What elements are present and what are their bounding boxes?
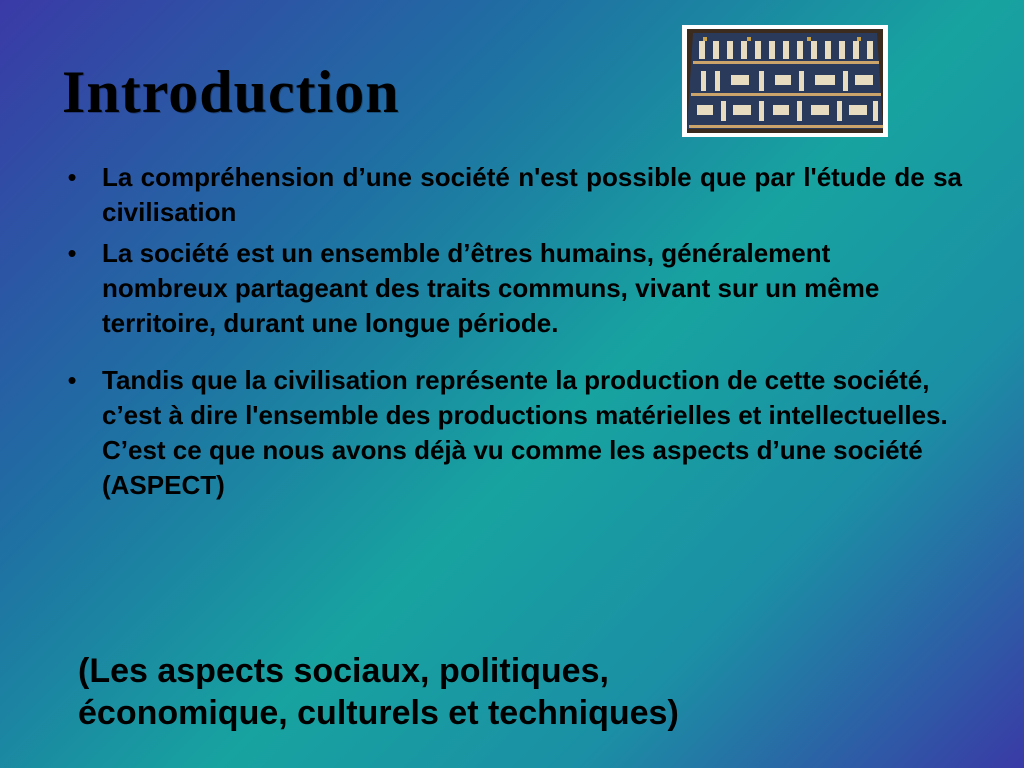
- mosaic-illustration: [687, 29, 883, 133]
- subtitle: [78, 650, 878, 734]
- bullet-text-definition: un ensemble d’êtres humains, généralement nombreux partageant des traits communs, vivant sur un même territoire, durant une longue période: [102, 238, 880, 338]
- slide-title: Introduction: [62, 59, 400, 125]
- bullet-marker: •: [67, 162, 77, 192]
- bullet-text: [102, 236, 962, 341]
- bullet-text-period: .: [551, 308, 559, 338]
- bullet-item: [62, 160, 962, 230]
- bullet-item: [62, 363, 962, 503]
- bullet-text-bold: La société est: [102, 238, 274, 268]
- bullet-list: [62, 160, 962, 509]
- bullet-marker: •: [67, 365, 77, 395]
- bullet-item: [62, 236, 962, 341]
- standard-of-ur-image: [682, 25, 888, 137]
- bullet-text: La compréhension d’une société n'est possible que par l'étude de sa civilisation: [102, 162, 962, 227]
- subtitle-line-1: (Les aspects sociaux, politiques,: [78, 652, 609, 690]
- subtitle-line-2: économique, culturels et techniques): [78, 694, 679, 732]
- bullet-text: Tandis que la civilisation représente la production de cette société, c’est à dire l'ensemble des productions matérielles et intellectuelles. C’est ce que nous avons déjà vu comme les aspects d’une société (ASPECT): [102, 365, 948, 500]
- bullet-marker: •: [67, 238, 77, 268]
